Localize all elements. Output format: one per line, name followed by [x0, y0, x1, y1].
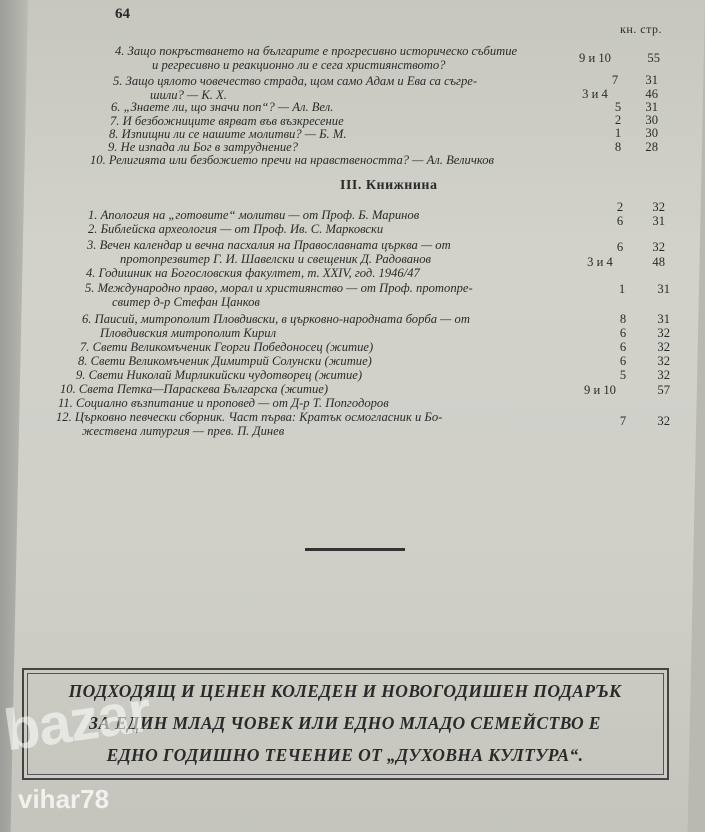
list-item: 3. Вечен календар и вечна пасхалия на Православната църква — от: [87, 238, 451, 252]
list-item: 7. И безбожниците вярват във възкресение: [110, 114, 344, 128]
issue-number: 3 и 4: [587, 255, 613, 269]
page-ref: 32: [652, 200, 665, 214]
issue-number: 3 и 4: [582, 87, 608, 101]
page-ref: 31: [652, 214, 665, 228]
issue-number: 6: [619, 340, 627, 354]
list-item: 5. Защо цялото човечество страда, щом само Адам и Ева са съгре-: [113, 74, 478, 88]
list-item: 6. „Знаете ли, що значи поп“? — Ал. Вел.: [111, 100, 334, 114]
list-item-cont: Пловдивския митрополит Кирил: [100, 326, 277, 340]
page-ref: 32: [657, 326, 670, 340]
list-item: 4. Годишник на Богословския факултет, т. XXIV, год. 1946/47: [86, 266, 420, 280]
box-line: ПОДХОДЯЩ И ЦЕНЕН КОЛЕДЕН И НОВОГОДИШЕН ПОДАРЪК: [68, 681, 622, 701]
page-ref: 31: [645, 73, 658, 87]
list-item: 10. Света Петка—Параскева Българска (житие): [60, 382, 329, 396]
section-heading: III. Книжнина: [340, 178, 438, 193]
page-ref: 46: [645, 87, 658, 101]
page-ref: 57: [657, 383, 670, 397]
list-item: 9. Свети Николай Мирликийски чудотворец (житие): [76, 368, 363, 382]
list-item: 12. Църковно певчески сборник. Част първа: Кратък осмогласник и Бо-: [56, 410, 443, 424]
list-item: 6. Паисий, митрополит Пловдивски, в църковно-народната борба — от: [82, 312, 470, 326]
list-item: 4. Защо покръстването на българите е прогресивно историческо събитие: [115, 44, 518, 58]
issue-number: 9 и 10: [579, 51, 611, 65]
issue-number: 6: [619, 326, 627, 340]
list-item: 9. Не изпада ли Бог в затруднение?: [108, 140, 299, 154]
list-item: 1. Апология на „готовите“ молитви — от Проф. Б. Маринов: [88, 208, 420, 222]
list-item-cont: шили? — К. Х.: [150, 88, 227, 102]
issue-number: 6: [616, 214, 624, 228]
issue-number: 1: [618, 282, 626, 296]
page-ref: 31: [657, 282, 670, 296]
page-number: 64: [115, 6, 130, 22]
page-ref: 32: [652, 240, 665, 254]
page-ref: 32: [657, 414, 670, 428]
issue-number: 8: [614, 140, 622, 154]
list-item: 7. Свети Великомъченик Георги Победоносец (житие): [80, 340, 374, 354]
issue-number: 7: [619, 414, 627, 428]
issue-number: 9 и 10: [584, 383, 616, 397]
page-ref: 28: [645, 140, 658, 154]
page-ref: 48: [652, 255, 665, 269]
list-item-cont: свитер д-р Стефан Цанков: [112, 295, 260, 309]
list-item: 10. Религията или безбожието пречи на нравствеността? — Ал. Величков: [90, 153, 495, 167]
page-ref: 55: [647, 51, 660, 65]
box-line: ЕДНО ГОДИШНО ТЕЧЕНИЕ ОТ „ДУХОВНА КУЛТУРА“.: [106, 745, 584, 765]
page-ref: 32: [657, 368, 670, 382]
list-item-cont: протопрезвитер Г. И. Шавелски и свещеник Д. Радованов: [120, 252, 432, 266]
issue-number: 6: [619, 354, 627, 368]
list-item: 5. Международно право, морал и християнство — от Проф. протопре-: [85, 281, 473, 295]
page-ref: 30: [645, 113, 658, 127]
issue-number: 6: [616, 240, 624, 254]
page-ref: 32: [657, 340, 670, 354]
divider: [305, 548, 405, 551]
issue-number: 8: [619, 312, 627, 326]
list-item: 8. Изпищни ли се нашите молитви? — Б. М.: [109, 127, 347, 141]
issue-number: 5: [614, 100, 622, 114]
issue-number: 2: [616, 200, 624, 214]
list-item: 8. Свети Великомъченик Димитрий Солунски (житие): [78, 354, 372, 368]
page-ref: 31: [645, 100, 658, 114]
column-header: кн. стр.: [620, 22, 662, 36]
issue-number: 5: [619, 368, 627, 382]
list-item: 11. Социално възпитание и проповед — от Д-р Т. Попгодоров: [58, 396, 389, 410]
issue-number: 2: [614, 113, 622, 127]
issue-number: 7: [611, 73, 619, 87]
list-item-cont: жествена литургия — прев. П. Динев: [82, 424, 285, 438]
page-ref: 31: [657, 312, 670, 326]
list-item: 2. Библейска археология — от Проф. Ив. С. Марковски: [88, 222, 384, 236]
list-item-cont: и регресивно и реакционно ли е сега християнството?: [152, 58, 446, 72]
box-line: ЗА ЕДИН МЛАД ЧОВЕК ИЛИ ЕДНО МЛАДО СЕМЕЙСТВО Е: [89, 713, 601, 733]
watermark-username: vihar78: [18, 784, 110, 814]
page-ref: 32: [657, 354, 670, 368]
watermark-logo: bazar: [0, 678, 155, 764]
page-ref: 30: [645, 126, 658, 140]
issue-number: 1: [614, 126, 622, 140]
